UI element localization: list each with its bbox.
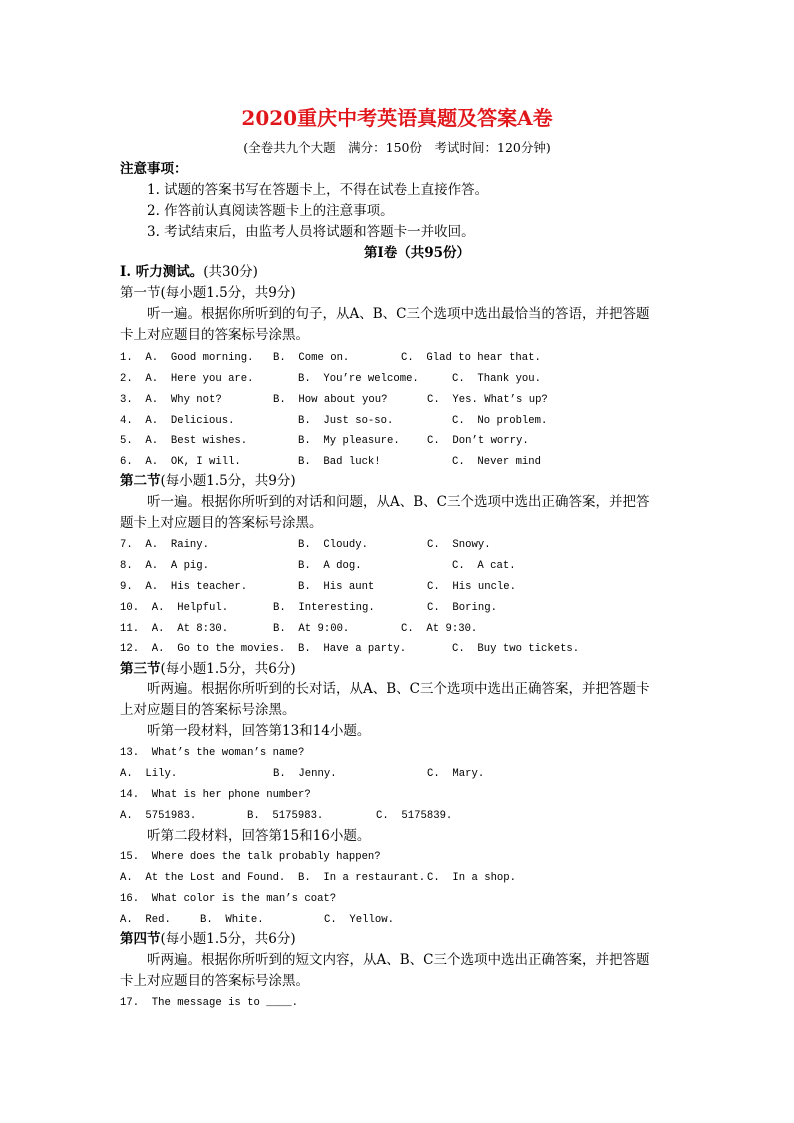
text: B. Just so-so. xyxy=(298,415,394,427)
text: (每小题1.5分，共9分) xyxy=(160,473,296,489)
text: 1. A. Good morning. xyxy=(120,352,254,364)
text: 9. A. His teacher. xyxy=(120,581,248,593)
text: 第三节 xyxy=(120,661,161,677)
text: C. 5175839. xyxy=(376,810,453,822)
exam-info: (全卷共九个大题 满分：150份 考试时间：120分钟) xyxy=(243,140,551,155)
text: C. No problem. xyxy=(452,415,548,427)
notice-item: 3. 考试结束后，由监考人员将试题和答题卡一并收回。 xyxy=(147,224,475,240)
text: 6. A. OK, I will. xyxy=(120,456,241,468)
text: C. Yellow. xyxy=(324,914,394,926)
text: B. How about you? xyxy=(273,394,388,406)
text: I. 听力测试。 xyxy=(120,264,204,280)
text: C. In a shop. xyxy=(427,872,517,884)
text: A. At the Lost and Found. xyxy=(120,872,286,884)
text: B. A dog. xyxy=(298,560,362,572)
text: B. White. xyxy=(200,914,264,926)
instructions: 卡上对应题目的答案标号涂黑。 xyxy=(120,327,309,343)
text: 7. A. Rainy. xyxy=(120,539,210,551)
question-stem: 13. What’s the woman’s name? xyxy=(120,747,305,759)
question-stem: 15. Where does the talk probably happen? xyxy=(120,851,381,863)
text: B. Interesting. xyxy=(273,602,375,614)
notice-item: 2. 作答前认真阅读答题卡上的注意事项。 xyxy=(147,203,394,219)
text: B. His aunt xyxy=(298,581,375,593)
text: B. At 9:00. xyxy=(273,623,350,635)
text: B. My pleasure. xyxy=(298,435,400,447)
text: B. Come on. xyxy=(273,352,350,364)
text: C. Glad to hear that. xyxy=(401,352,541,364)
material-note: 听第二段材料，回答第15和16小题。 xyxy=(147,828,371,844)
text: 8. A. A pig. xyxy=(120,560,210,572)
text: (每小题1.5分，共6分) xyxy=(160,931,296,947)
text: B. Cloudy. xyxy=(298,539,368,551)
text: C. Mary. xyxy=(427,768,485,780)
instructions: 听两遍。根据你所听到的短文内容，从A、B、C三个选项中选出正确答案，并把答题 xyxy=(147,952,650,968)
text: 第一节 xyxy=(120,285,161,301)
text: 2. A. Here you are. xyxy=(120,373,254,385)
text: (每小题1.5分，共6分) xyxy=(160,661,296,677)
text: C. Don’t worry. xyxy=(427,435,529,447)
notice-heading: 注意事项： xyxy=(120,161,188,177)
text: A. Lily. xyxy=(120,768,178,780)
text: B. You’re welcome. xyxy=(298,373,419,385)
text: 第四节 xyxy=(120,931,161,947)
text: C. Boring. xyxy=(427,602,497,614)
part-heading: 第Ⅰ卷（共95份） xyxy=(363,245,471,261)
text: C. Yes. What’s up? xyxy=(427,394,548,406)
instructions: 卡上对应题目的答案标号涂黑。 xyxy=(120,973,309,989)
text: (共30分) xyxy=(203,264,258,280)
text: 11. A. At 8:30. xyxy=(120,623,229,635)
instructions: 上对应题目的答案标号涂黑。 xyxy=(120,702,296,718)
text: 3. A. Why not? xyxy=(120,394,222,406)
document-title: 2020重庆中考英语真题及答案A卷 xyxy=(241,106,553,130)
text: A. 5751983. xyxy=(120,810,197,822)
subsection-3-heading xyxy=(120,660,296,678)
text: C. Never mind xyxy=(452,456,542,468)
section-heading xyxy=(120,263,258,281)
text: A. Red. xyxy=(120,914,171,926)
text: B. In a restaurant. xyxy=(298,872,426,884)
text: C. Buy two tickets. xyxy=(452,643,580,655)
instructions: 听一遍。根据你所听到的对话和问题，从A、B、C三个选项中选出正确答案，并把答 xyxy=(147,494,650,510)
subsection-4-heading xyxy=(120,930,296,948)
text: C. A cat. xyxy=(452,560,516,572)
question-stem: 16. What color is the man’s coat? xyxy=(120,893,337,905)
question-stem: 14. What is her phone number? xyxy=(120,789,311,801)
subsection-1-heading xyxy=(120,284,296,302)
text: 4. A. Delicious. xyxy=(120,415,235,427)
text: C. Thank you. xyxy=(452,373,542,385)
notice-item: 1. 试题的答案书写在答题卡上，不得在试卷上直接作答。 xyxy=(147,182,489,198)
instructions: 听两遍。根据你所听到的长对话，从A、B、C三个选项中选出正确答案，并把答题卡 xyxy=(147,681,650,697)
text: (每小题1.5分，共9分) xyxy=(160,285,296,301)
question-stem: 17. The message is to ____. xyxy=(120,997,299,1009)
text: C. At 9:30. xyxy=(401,623,478,635)
text: B. Jenny. xyxy=(273,768,337,780)
text: 10. A. Helpful. xyxy=(120,602,229,614)
text: 第二节 xyxy=(120,473,161,489)
instructions: 听一遍。根据你所听到的句子，从A、B、C三个选项中选出最恰当的答语，并把答题 xyxy=(147,306,650,322)
text: C. His uncle. xyxy=(427,581,517,593)
text: C. Snowy. xyxy=(427,539,491,551)
text: 12. A. Go to the movies. xyxy=(120,643,286,655)
text: 5. A. Best wishes. xyxy=(120,435,248,447)
material-note: 听第一段材料，回答第13和14小题。 xyxy=(147,723,371,739)
text: B. 5175983. xyxy=(247,810,324,822)
text: B. Have a party. xyxy=(298,643,407,655)
text: B. Bad luck! xyxy=(298,456,381,468)
subsection-2-heading xyxy=(120,472,296,490)
instructions: 题卡上对应题目的答案标号涂黑。 xyxy=(120,515,323,531)
